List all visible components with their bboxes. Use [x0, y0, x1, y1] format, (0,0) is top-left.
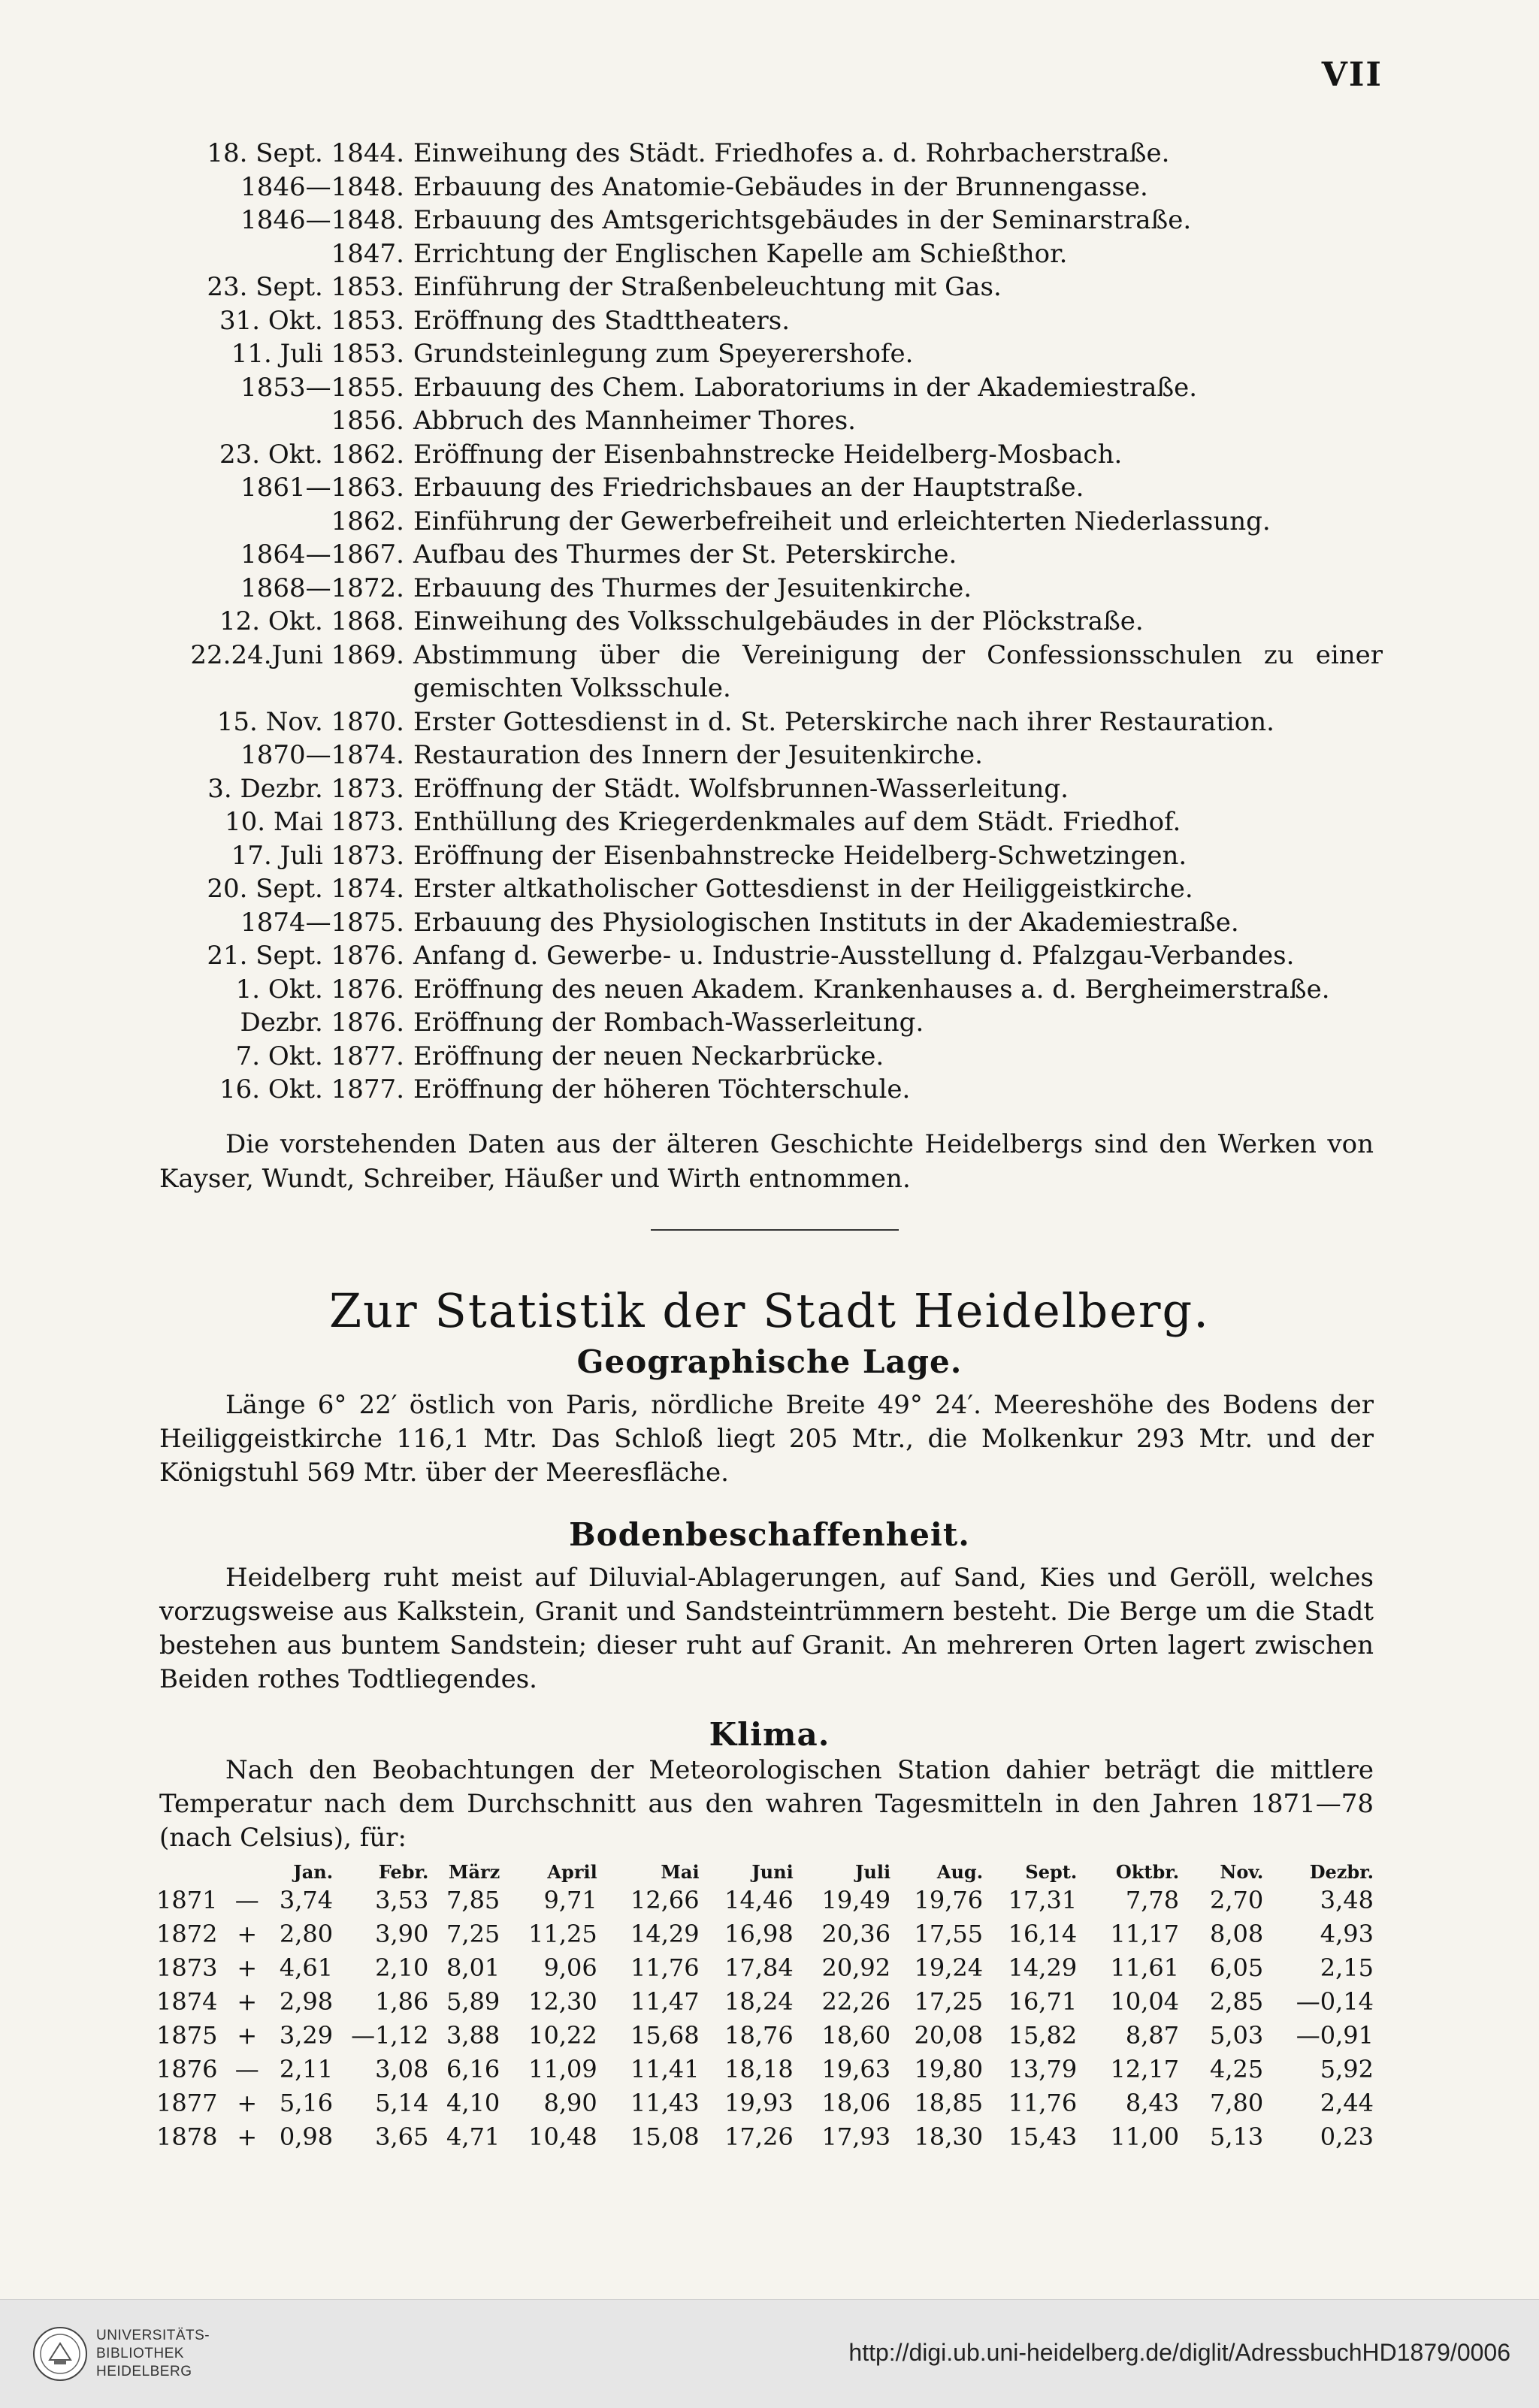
temperature-cell: 8,87: [1125, 2020, 1180, 2050]
temperature-cell: —0,14: [1296, 1987, 1374, 2016]
temperature-cell: 16,14: [1008, 1919, 1078, 1948]
temperature-cell: 11,47: [630, 1987, 700, 2016]
entry-date: 1846—1848.: [240, 171, 404, 202]
entry-text: Erster altkatholischer Gottesdienst in der Heiliggeistkirche.: [413, 874, 1193, 904]
entry-date: 7. Okt. 1877.: [235, 1041, 404, 1071]
month-header: Juni: [751, 1861, 794, 1883]
temperature-cell: 4,71: [446, 2122, 500, 2151]
chronology-entry: [150, 171, 1383, 204]
temperature-cell: 20,08: [914, 2020, 984, 2050]
temperature-cell: 15,82: [1008, 2020, 1078, 2050]
temperature-cell: 6,05: [1209, 1953, 1264, 1982]
temperature-cell: 10,22: [528, 2020, 597, 2050]
entry-text: Enthüllung des Kriegerdenkmales auf dem Städt. Friedhof.: [413, 807, 1181, 837]
temperature-cell: 2,11: [279, 2054, 334, 2083]
chronology-entry: [150, 839, 1383, 873]
temperature-cell: 12,30: [528, 1987, 597, 2016]
temperature-cell: 11,76: [1008, 2088, 1078, 2117]
header-spacer: [226, 1853, 268, 1883]
sign-cell: +: [237, 1987, 258, 2016]
temperature-cell: 18,24: [724, 1987, 794, 2016]
temperature-cell: 3,53: [375, 1885, 429, 1914]
temperature-cell: 20,36: [821, 1919, 891, 1948]
entry-date: 1874—1875.: [240, 907, 404, 938]
temperature-cell: 15,68: [630, 2020, 700, 2050]
month-header: März: [448, 1861, 500, 1883]
geography-heading: Geographische Lage.: [576, 1343, 963, 1380]
chronology-entry: [150, 538, 1383, 572]
temperature-cell: 4,93: [1320, 1919, 1374, 1948]
geography-text: Länge 6° 22′ östlich von Paris, nördliche Breite 49° 24′. Meereshöhe des Bodens der Heiliggeistkirche 116,1 Mtr. Das Schloß liegt 205 Mtr., die Molkenkur 293 Mtr. und der Königstuhl 569 Mtr. über der Meeresfläche.: [159, 1390, 1374, 1488]
temperature-cell: 4,25: [1209, 2054, 1264, 2083]
climate-header-row: [156, 1853, 1374, 1883]
temperature-cell: 1,86: [375, 1987, 429, 2016]
section-divider: [651, 1229, 899, 1231]
temperature-cell: 8,43: [1125, 2088, 1180, 2117]
temperature-cell: 5,89: [446, 1987, 500, 2016]
source-note: Die vorstehenden Daten aus der älteren Geschichte Heidelbergs sind den Werken von Kayser, Wundt, Schreiber, Häußer und Wirth entnommen.: [159, 1129, 1374, 1194]
chronology-entry: [150, 404, 1383, 438]
temperature-cell: 12,66: [630, 1885, 700, 1914]
temperature-cell: 11,25: [528, 1919, 597, 1948]
university-library-seal-icon: [32, 2325, 89, 2382]
year-cell: 1875: [156, 2020, 218, 2050]
temperature-cell: 9,06: [543, 1953, 597, 1982]
month-header: Sept.: [1025, 1861, 1078, 1883]
entry-date: 1847.: [331, 238, 404, 269]
entry-date: 21. Sept. 1876.: [207, 941, 404, 971]
entry-text: Eröffnung der Eisenbahnstrecke Heidelberg-Schwetzingen.: [413, 840, 1187, 871]
entry-text: Errichtung der Englischen Kapelle am Schießthor.: [413, 238, 1068, 269]
month-header: Juli: [855, 1861, 891, 1883]
temperature-cell: 2,44: [1320, 2088, 1374, 2117]
temperature-cell: 17,93: [821, 2122, 891, 2151]
source-url-link[interactable]: http://digi.ub.uni-heidelberg.de/diglit/AdressbuchHD1879/0006: [848, 2339, 1510, 2366]
entry-text: Anfang d. Gewerbe- u. Industrie-Ausstellung d. Pfalzgau-Verbandes.: [413, 941, 1295, 971]
temperature-cell: 17,26: [724, 2122, 794, 2151]
entry-text: Einführung der Gewerbefreiheit und erleichterten Niederlassung.: [413, 506, 1271, 536]
entry-text: Aufbau des Thurmes der St. Peterskirche.: [413, 539, 957, 570]
temperature-cell: 14,29: [1008, 1953, 1078, 1982]
temperature-cell: 13,79: [1008, 2054, 1078, 2083]
climate-heading: Klima.: [709, 1716, 830, 1753]
entry-date: 1846—1848.: [240, 205, 404, 235]
month-header: Mai: [661, 1861, 700, 1883]
month-header: Dezbr.: [1309, 1861, 1374, 1883]
entry-date: 1870—1874.: [240, 740, 404, 770]
chronology-entry: [150, 337, 1383, 371]
entry-date: 22.24.Juni 1869.: [190, 639, 404, 670]
entry-text: Eröffnung des neuen Akadem. Krankenhauses a. d. Bergheimerstraße.: [413, 974, 1330, 1005]
temperature-cell: 10,48: [528, 2122, 597, 2151]
temperature-cell: 3,08: [375, 2054, 429, 2083]
entry-text: Abstimmung über die Vereinigung der Confessionsschulen zu einer gemischten Volksschule.: [413, 639, 1383, 703]
temperature-cell: 3,65: [375, 2122, 429, 2151]
table-row: [156, 1917, 1374, 1950]
temperature-cell: 19,63: [821, 2054, 891, 2083]
temperature-cell: 8,08: [1209, 1919, 1264, 1948]
entry-date: 1861—1863.: [240, 473, 404, 503]
month-header: Jan.: [293, 1861, 334, 1883]
entry-date: 23. Okt. 1862.: [219, 439, 404, 470]
temperature-cell: 18,85: [914, 2088, 984, 2117]
temperature-cell: 5,16: [279, 2088, 334, 2117]
chronology-entry: [150, 270, 1383, 304]
chronology-entry: [150, 973, 1383, 1007]
sign-cell: —: [234, 2054, 259, 2083]
entry-text: Grundsteinlegung zum Speyerershofe.: [413, 339, 914, 369]
entry-date: 3. Dezbr. 1873.: [207, 773, 404, 804]
year-cell: 1872: [156, 1919, 218, 1948]
entry-text: Restauration des Innern der Jesuitenkirche.: [413, 740, 983, 770]
chronology-entry: [150, 137, 1383, 171]
climate-text: Nach den Beobachtungen der Meteorologischen Station dahier beträgt die mittlere Temperatur nach dem Durchschnitt aus den wahren Tagesmitteln in den Jahren 1871—78 (nach Celsius), für:: [159, 1755, 1374, 1853]
entry-text: Erbauung des Amtsgerichtsgebäudes in der Seminarstraße.: [413, 205, 1192, 235]
temperature-cell: 18,18: [724, 2054, 794, 2083]
temperature-cell: 19,80: [914, 2054, 984, 2083]
entry-date: 17. Juli 1873.: [231, 840, 404, 871]
chronology-entry: [150, 1073, 1383, 1107]
chronology-entry: [150, 572, 1383, 606]
temperature-cell: 14,29: [630, 1919, 700, 1948]
page-number: VII: [1321, 56, 1383, 94]
chronology-entry: [150, 705, 1383, 739]
chronology-entry: [150, 639, 1383, 705]
temperature-cell: 17,55: [914, 1919, 984, 1948]
chronology-list: [150, 137, 1383, 1107]
temperature-cell: 11,09: [528, 2054, 597, 2083]
table-row: [156, 1883, 1374, 1917]
table-row: [156, 2018, 1374, 2052]
chronology-entry: [150, 371, 1383, 405]
chronology-entry: [150, 772, 1383, 806]
temperature-cell: 18,30: [914, 2122, 984, 2151]
temperature-cell: 15,43: [1008, 2122, 1078, 2151]
temperature-cell: 0,23: [1320, 2122, 1374, 2151]
institution-name: [96, 2327, 210, 2381]
temperature-cell: 3,29: [279, 2020, 334, 2050]
entry-text: Erbauung des Friedrichsbaues an der Hauptstraße.: [413, 473, 1084, 503]
entry-date: 1862.: [331, 506, 404, 536]
entry-date: 1868—1872.: [240, 573, 404, 603]
entry-date: 20. Sept. 1874.: [207, 874, 404, 904]
entry-date: 15. Nov. 1870.: [216, 706, 404, 737]
temperature-cell: 7,25: [446, 1919, 500, 1948]
entry-text: Erbauung des Thurmes der Jesuitenkirche.: [413, 573, 972, 603]
institution-line: HEIDELBERG: [96, 2364, 192, 2379]
month-header: Nov.: [1220, 1861, 1264, 1883]
temperature-cell: 8,01: [446, 1953, 500, 1982]
entry-text: Eröffnung des Stadttheaters.: [413, 305, 791, 336]
chronology-entry: [150, 1040, 1383, 1074]
year-cell: 1877: [156, 2088, 218, 2117]
header-spacer: [156, 1853, 226, 1883]
temperature-cell: 16,98: [724, 1919, 794, 1948]
temperature-cell: 11,17: [1110, 1919, 1180, 1948]
temperature-cell: 9,71: [543, 1885, 597, 1914]
chronology-entry: [150, 805, 1383, 839]
entry-text: Eröffnung der neuen Neckarbrücke.: [413, 1041, 884, 1071]
year-cell: 1876: [156, 2054, 218, 2083]
chronology-entry: [150, 471, 1383, 505]
entry-text: Erbauung des Chem. Laboratoriums in der Akademiestraße.: [413, 372, 1198, 403]
entry-text: Erster Gottesdienst in d. St. Peterskirche nach ihrer Restauration.: [413, 706, 1274, 737]
chronology-entry: [150, 939, 1383, 973]
month-header: Febr.: [378, 1861, 429, 1883]
year-cell: 1873: [156, 1953, 218, 1982]
temperature-cell: 7,85: [446, 1885, 500, 1914]
chronology-entry: [150, 605, 1383, 639]
entry-text: Erbauung des Physiologischen Instituts in der Akademiestraße.: [413, 907, 1239, 938]
entry-date: 1856.: [331, 406, 404, 436]
temperature-cell: 11,41: [630, 2054, 700, 2083]
temperature-cell: 8,90: [543, 2088, 597, 2117]
climate-table: [156, 1853, 1374, 2153]
entry-date: 23. Sept. 1853.: [207, 272, 404, 302]
temperature-cell: 7,80: [1209, 2088, 1264, 2117]
soil-heading: Bodenbeschaffenheit.: [569, 1516, 970, 1553]
temperature-cell: 11,61: [1110, 1953, 1180, 1982]
temperature-cell: 4,61: [279, 1953, 334, 1982]
temperature-cell: 22,26: [821, 1987, 891, 2016]
temperature-cell: 18,06: [821, 2088, 891, 2117]
sign-cell: +: [237, 2088, 258, 2117]
temperature-cell: 20,92: [821, 1953, 891, 1982]
temperature-cell: 19,49: [821, 1885, 891, 1914]
month-header: Oktbr.: [1115, 1861, 1180, 1883]
table-row: [156, 1950, 1374, 1984]
chronology-entry: [150, 204, 1383, 237]
entry-date: 12. Okt. 1868.: [219, 606, 404, 636]
table-row: [156, 2052, 1374, 2086]
sign-cell: +: [237, 1953, 258, 1982]
entry-date: 1853—1855.: [240, 372, 404, 403]
temperature-cell: —0,91: [1296, 2020, 1374, 2050]
entry-text: Erbauung des Anatomie-Gebäudes in der Brunnengasse.: [413, 171, 1148, 202]
entry-text: Eröffnung der Städt. Wolfsbrunnen-Wasserleitung.: [413, 773, 1069, 804]
temperature-cell: 2,15: [1320, 1953, 1374, 1982]
month-header: April: [547, 1861, 597, 1883]
temperature-cell: 3,74: [279, 1885, 334, 1914]
entry-text: Einführung der Straßenbeleuchtung mit Gas.: [413, 272, 1002, 302]
temperature-cell: 3,88: [446, 2020, 500, 2050]
temperature-cell: 18,76: [724, 2020, 794, 2050]
year-cell: 1871: [156, 1885, 218, 1914]
year-cell: 1874: [156, 1987, 218, 2016]
entry-text: Eröffnung der Eisenbahnstrecke Heidelberg-Mosbach.: [413, 439, 1123, 470]
institution-line: BIBLIOTHEK: [96, 2346, 184, 2361]
entry-date: 31. Okt. 1853.: [219, 305, 404, 336]
temperature-cell: 11,76: [630, 1953, 700, 1982]
temperature-cell: 14,46: [724, 1885, 794, 1914]
temperature-cell: 5,92: [1320, 2054, 1374, 2083]
entry-text: Eröffnung der Rombach-Wasserleitung.: [413, 1008, 924, 1038]
temperature-cell: 6,16: [446, 2054, 500, 2083]
entry-date: 16. Okt. 1877.: [219, 1074, 404, 1104]
table-row: [156, 2119, 1374, 2153]
temperature-cell: 5,13: [1209, 2122, 1264, 2151]
temperature-cell: 17,25: [914, 1987, 984, 2016]
chronology-entry: [150, 906, 1383, 940]
chronology-entry: [150, 237, 1383, 271]
entry-date: 1864—1867.: [240, 539, 404, 570]
sign-cell: +: [237, 2122, 258, 2151]
temperature-cell: —1,12: [351, 2020, 429, 2050]
year-cell: 1878: [156, 2122, 218, 2151]
temperature-cell: 19,76: [914, 1885, 984, 1914]
table-row: [156, 1984, 1374, 2018]
temperature-cell: 17,84: [724, 1953, 794, 1982]
entry-text: Eröffnung der höheren Töchterschule.: [413, 1074, 911, 1104]
entry-date: 1. Okt. 1876.: [235, 974, 404, 1005]
chronology-entry: [150, 739, 1383, 772]
entry-date: 11. Juli 1853.: [231, 339, 404, 369]
statistics-title: Zur Statistik der Stadt Heidelberg.: [329, 1283, 1210, 1338]
footer-bar: [0, 2299, 1539, 2408]
temperature-cell: 2,80: [279, 1919, 334, 1948]
sign-cell: +: [237, 1919, 258, 1948]
chronology-entry: [150, 1006, 1383, 1040]
chronology-entry: [150, 505, 1383, 539]
month-header: Aug.: [936, 1861, 984, 1883]
temperature-cell: 2,98: [279, 1987, 334, 2016]
entry-date: 18. Sept. 1844.: [207, 138, 404, 168]
temperature-cell: 7,78: [1125, 1885, 1180, 1914]
soil-text: Heidelberg ruht meist auf Diluvial-Ablagerungen, auf Sand, Kies und Geröll, welches vorzugsweise aus Kalkstein, Granit und Sandsteintrümmern besteht. Die Berge um die Stadt bestehen aus buntem Sandstein; dieser ruht auf Granit. An mehreren Orten lagert zwischen Beiden rothes Todtliegendes.: [159, 1563, 1374, 1694]
temperature-cell: 5,14: [375, 2088, 429, 2117]
temperature-cell: 11,43: [630, 2088, 700, 2117]
temperature-cell: 3,48: [1320, 1885, 1374, 1914]
temperature-cell: 19,93: [724, 2088, 794, 2117]
entry-text: Abbruch des Mannheimer Thores.: [413, 406, 856, 436]
chronology-entry: [150, 872, 1383, 906]
temperature-cell: 5,03: [1209, 2020, 1264, 2050]
temperature-cell: 19,24: [914, 1953, 984, 1982]
temperature-cell: 2,85: [1209, 1987, 1264, 2016]
temperature-cell: 12,17: [1110, 2054, 1180, 2083]
chronology-entry: [150, 438, 1383, 472]
temperature-cell: 18,60: [821, 2020, 891, 2050]
temperature-cell: 2,10: [375, 1953, 429, 1982]
temperature-cell: 11,00: [1110, 2122, 1180, 2151]
table-row: [156, 2086, 1374, 2119]
entry-date: Dezbr. 1876.: [240, 1008, 404, 1038]
institution-line: UNIVERSITÄTS-: [96, 2328, 210, 2343]
temperature-cell: 3,90: [375, 1919, 429, 1948]
entry-text: Einweihung des Städt. Friedhofes a. d. Rohrbacherstraße.: [413, 138, 1170, 168]
temperature-cell: 16,71: [1008, 1987, 1078, 2016]
temperature-cell: 4,10: [446, 2088, 500, 2117]
sign-cell: —: [234, 1885, 259, 1914]
entry-text: Einweihung des Volksschulgebäudes in der Plöckstraße.: [413, 606, 1144, 636]
temperature-cell: 0,98: [279, 2122, 334, 2151]
sign-cell: +: [237, 2020, 258, 2050]
temperature-cell: 17,31: [1008, 1885, 1078, 1914]
chronology-entry: [150, 304, 1383, 338]
temperature-cell: 2,70: [1209, 1885, 1264, 1914]
entry-date: 10. Mai 1873.: [225, 807, 404, 837]
temperature-cell: 10,04: [1110, 1987, 1180, 2016]
temperature-cell: 15,08: [630, 2122, 700, 2151]
